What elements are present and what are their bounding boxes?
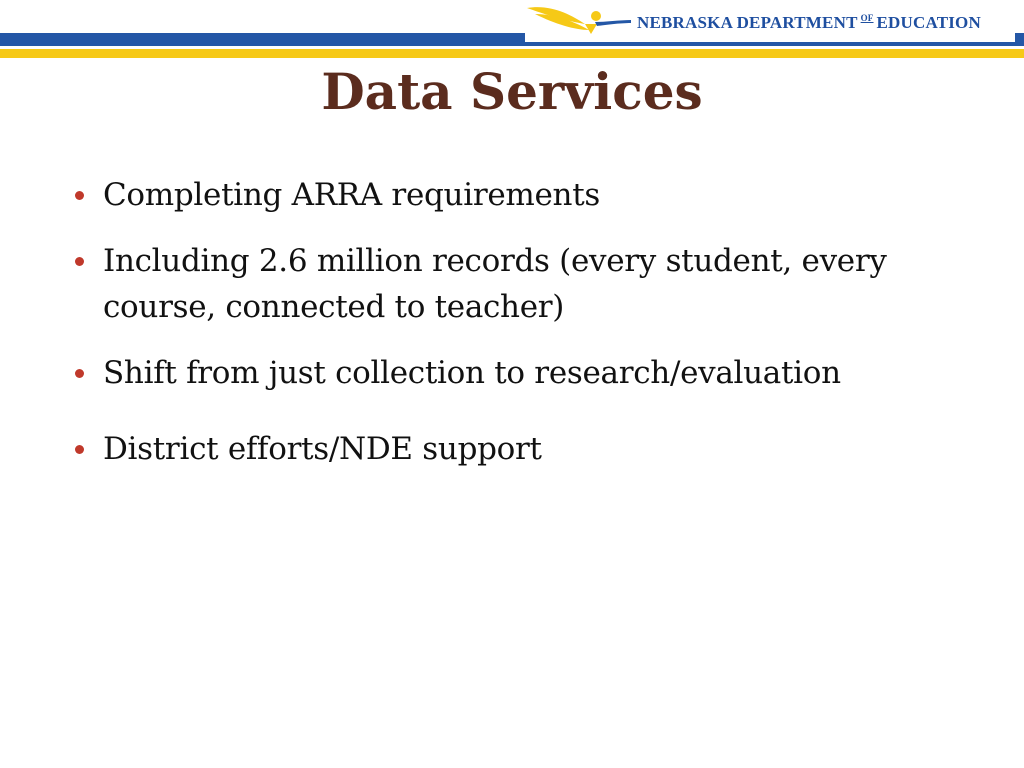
logo-text-part1: NEBRASKA DEPARTMENT — [637, 13, 858, 32]
bullet-item — [75, 172, 975, 218]
bullet-text: Shift from just collection to research/evaluation — [103, 355, 841, 391]
nde-logo — [525, 0, 1015, 42]
slide-title: Data Services — [321, 62, 703, 121]
bullet-dot-icon — [75, 257, 84, 266]
header-stripe-gold — [0, 49, 1024, 58]
bullet-dot-icon — [75, 191, 84, 200]
bullet-dot-icon — [75, 445, 84, 454]
bullet-item — [75, 426, 975, 472]
nde-logo-icon — [525, 0, 633, 42]
bullet-text: District efforts/NDE support — [103, 431, 542, 467]
bullet-list — [75, 172, 975, 492]
bullet-item — [75, 238, 975, 330]
logo-text-part2: EDUCATION — [876, 13, 981, 32]
logo-text — [637, 13, 981, 33]
bullet-text: Including 2.6 million records (every student, every course, connected to teacher) — [103, 243, 887, 325]
bullet-text: Completing ARRA requirements — [103, 177, 600, 213]
bullet-item — [75, 350, 975, 396]
bullet-dot-icon — [75, 369, 84, 378]
logo-text-of: OF — [860, 13, 874, 24]
